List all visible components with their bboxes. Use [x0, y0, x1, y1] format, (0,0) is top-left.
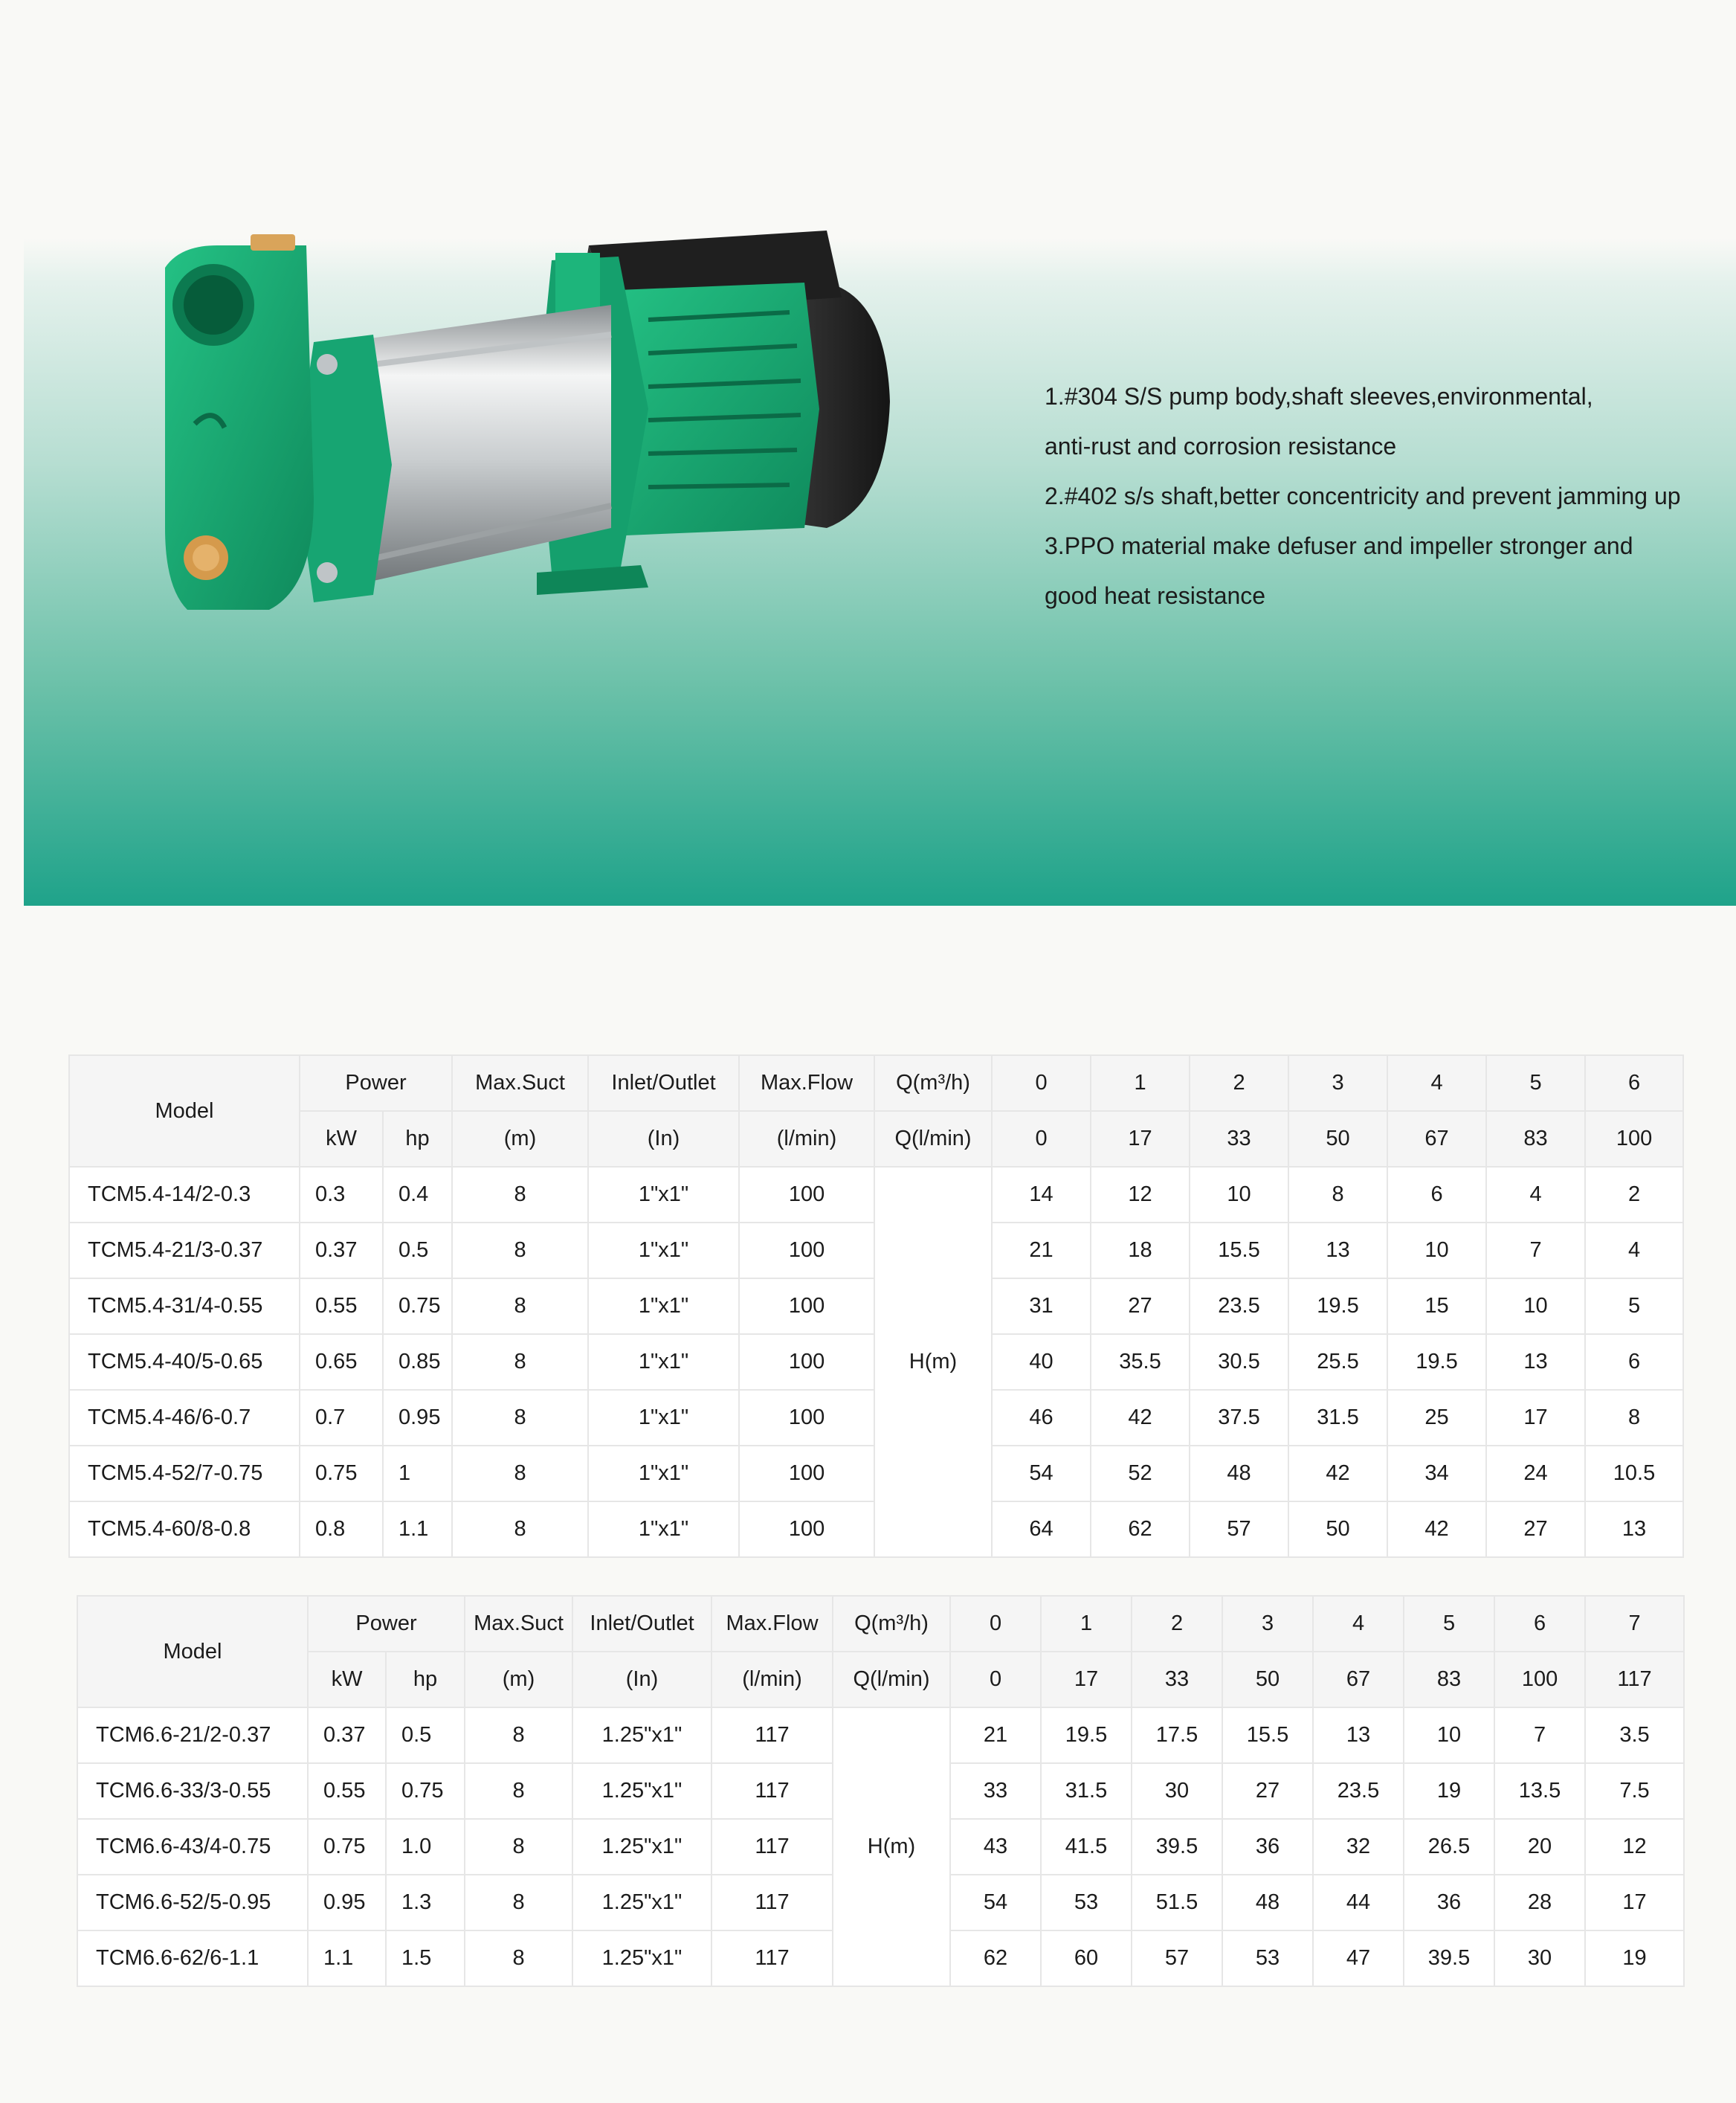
q-lmin-value: 100 [1494, 1652, 1585, 1707]
head-value-cell: 19 [1404, 1763, 1494, 1819]
head-value-cell: 21 [992, 1223, 1091, 1278]
inlet-outlet-cell: 1"x1" [588, 1334, 739, 1390]
head-value-cell: 42 [1387, 1501, 1486, 1557]
head-value-cell: 19.5 [1288, 1278, 1387, 1334]
head-value-cell: 25 [1387, 1390, 1486, 1446]
q-m3h-value: 7 [1585, 1596, 1684, 1652]
model-cell: TCM5.4-31/4-0.55 [69, 1278, 300, 1334]
inlet-outlet-header: Inlet/Outlet [572, 1596, 711, 1652]
inlet-outlet-cell: 1.25"x1" [572, 1875, 711, 1930]
head-value-cell: 34 [1387, 1446, 1486, 1501]
max-flow-cell: 117 [711, 1763, 833, 1819]
max-flow-cell: 100 [739, 1501, 874, 1557]
head-value-cell: 33 [950, 1763, 1041, 1819]
head-value-cell: 35.5 [1091, 1334, 1190, 1390]
max-flow-cell: 100 [739, 1223, 874, 1278]
q-lmin-value: 33 [1132, 1652, 1222, 1707]
q-m3h-value: 1 [1091, 1055, 1190, 1111]
q-lmin-value: 67 [1387, 1111, 1486, 1167]
q-lmin-value: 0 [950, 1652, 1041, 1707]
lmin-unit-header: (l/min) [711, 1652, 833, 1707]
q-m3h-value: 0 [992, 1055, 1091, 1111]
head-value-cell: 2 [1585, 1167, 1683, 1223]
max-suct-cell: 8 [452, 1390, 588, 1446]
q-m3h-value: 2 [1132, 1596, 1222, 1652]
hp-cell: 0.75 [383, 1278, 452, 1334]
hp-cell: 0.4 [383, 1167, 452, 1223]
model-header: Model [77, 1596, 308, 1707]
head-value-cell: 15.5 [1222, 1707, 1313, 1763]
max-suct-cell: 8 [465, 1930, 572, 1986]
feature-line: 2.#402 s/s shaft,better concentricity and prevent jamming up [1045, 483, 1681, 509]
max-suct-cell: 8 [452, 1446, 588, 1501]
head-value-cell: 17.5 [1132, 1707, 1222, 1763]
kw-cell: 0.7 [300, 1390, 383, 1446]
kw-cell: 0.75 [300, 1446, 383, 1501]
hp-cell: 0.95 [383, 1390, 452, 1446]
kw-header: kW [308, 1652, 386, 1707]
max-suct-header: Max.Suct [465, 1596, 572, 1652]
max-flow-cell: 100 [739, 1167, 874, 1223]
head-value-cell: 48 [1222, 1875, 1313, 1930]
head-value-cell: 43 [950, 1819, 1041, 1875]
table-row [77, 1707, 1684, 1763]
max-flow-header: Max.Flow [739, 1055, 874, 1111]
head-value-cell: 23.5 [1313, 1763, 1404, 1819]
max-suct-cell: 8 [452, 1278, 588, 1334]
max-flow-cell: 100 [739, 1390, 874, 1446]
spec-table-tcm5-4 [68, 1054, 1684, 1558]
q-lmin-header: Q(l/min) [874, 1111, 992, 1167]
kw-cell: 0.55 [308, 1763, 386, 1819]
max-flow-header: Max.Flow [711, 1596, 833, 1652]
lmin-unit-header: (l/min) [739, 1111, 874, 1167]
inlet-outlet-cell: 1"x1" [588, 1390, 739, 1446]
inlet-outlet-cell: 1"x1" [588, 1446, 739, 1501]
m-unit-header: (m) [465, 1652, 572, 1707]
model-cell: TCM5.4-60/8-0.8 [69, 1501, 300, 1557]
kw-cell: 0.37 [308, 1707, 386, 1763]
pump-product-image [135, 216, 961, 692]
head-value-cell: 17 [1486, 1390, 1585, 1446]
head-value-cell: 32 [1313, 1819, 1404, 1875]
model-cell: TCM5.4-52/7-0.75 [69, 1446, 300, 1501]
head-value-cell: 57 [1132, 1930, 1222, 1986]
kw-cell: 0.65 [300, 1334, 383, 1390]
feature-list [1045, 372, 1714, 621]
hp-cell: 1.5 [386, 1930, 465, 1986]
max-suct-header: Max.Suct [452, 1055, 588, 1111]
head-value-cell: 36 [1222, 1819, 1313, 1875]
kw-cell: 0.55 [300, 1278, 383, 1334]
head-value-cell: 60 [1041, 1930, 1132, 1986]
q-lmin-value: 17 [1041, 1652, 1132, 1707]
head-value-cell: 5 [1585, 1278, 1683, 1334]
head-value-cell: 13.5 [1494, 1763, 1585, 1819]
head-value-cell: 3.5 [1585, 1707, 1684, 1763]
max-suct-cell: 8 [465, 1763, 572, 1819]
q-lmin-value: 100 [1585, 1111, 1683, 1167]
head-value-cell: 13 [1313, 1707, 1404, 1763]
feature-line: good heat resistance [1045, 582, 1266, 609]
head-value-cell: 64 [992, 1501, 1091, 1557]
model-cell: TCM6.6-62/6-1.1 [77, 1930, 308, 1986]
max-suct-cell: 8 [452, 1501, 588, 1557]
max-flow-cell: 117 [711, 1875, 833, 1930]
power-header: Power [300, 1055, 452, 1111]
head-value-cell: 46 [992, 1390, 1091, 1446]
in-unit-header: (In) [572, 1652, 711, 1707]
head-value-cell: 10 [1404, 1707, 1494, 1763]
q-lmin-value: 50 [1222, 1652, 1313, 1707]
head-value-cell: 20 [1494, 1819, 1585, 1875]
q-m3h-value: 1 [1041, 1596, 1132, 1652]
head-value-cell: 41.5 [1041, 1819, 1132, 1875]
max-flow-cell: 117 [711, 1707, 833, 1763]
head-value-cell: 13 [1288, 1223, 1387, 1278]
head-value-cell: 62 [1091, 1501, 1190, 1557]
inlet-outlet-cell: 1"x1" [588, 1167, 739, 1223]
model-cell: TCM5.4-21/3-0.37 [69, 1223, 300, 1278]
feature-line: anti-rust and corrosion resistance [1045, 433, 1397, 460]
head-value-cell: 37.5 [1190, 1390, 1288, 1446]
head-value-cell: 51.5 [1132, 1875, 1222, 1930]
head-value-cell: 8 [1585, 1390, 1683, 1446]
q-m3h-value: 2 [1190, 1055, 1288, 1111]
kw-header: kW [300, 1111, 383, 1167]
head-value-cell: 44 [1313, 1875, 1404, 1930]
kw-cell: 0.8 [300, 1501, 383, 1557]
max-suct-cell: 8 [465, 1819, 572, 1875]
head-value-cell: 8 [1288, 1167, 1387, 1223]
head-value-cell: 39.5 [1132, 1819, 1222, 1875]
hp-header: hp [386, 1652, 465, 1707]
head-value-cell: 7.5 [1585, 1763, 1684, 1819]
max-flow-cell: 100 [739, 1446, 874, 1501]
head-value-cell: 53 [1222, 1930, 1313, 1986]
head-value-cell: 10 [1190, 1167, 1288, 1223]
hp-cell: 0.5 [386, 1707, 465, 1763]
kw-cell: 1.1 [308, 1930, 386, 1986]
q-m3h-value: 5 [1404, 1596, 1494, 1652]
inlet-outlet-cell: 1.25"x1" [572, 1763, 711, 1819]
table-row [69, 1167, 1683, 1223]
head-value-cell: 17 [1585, 1875, 1684, 1930]
head-value-cell: 39.5 [1404, 1930, 1494, 1986]
kw-cell: 0.95 [308, 1875, 386, 1930]
head-value-cell: 6 [1387, 1167, 1486, 1223]
model-cell: TCM5.4-14/2-0.3 [69, 1167, 300, 1223]
head-label: H(m) [833, 1707, 950, 1986]
hp-cell: 1 [383, 1446, 452, 1501]
head-value-cell: 54 [992, 1446, 1091, 1501]
q-lmin-value: 67 [1313, 1652, 1404, 1707]
head-value-cell: 31 [992, 1278, 1091, 1334]
q-lmin-value: 117 [1585, 1652, 1684, 1707]
head-value-cell: 19.5 [1041, 1707, 1132, 1763]
hero-banner [24, 0, 1736, 906]
head-value-cell: 42 [1288, 1446, 1387, 1501]
q-m3h-header: Q(m³/h) [833, 1596, 950, 1652]
head-value-cell: 27 [1091, 1278, 1190, 1334]
head-value-cell: 12 [1585, 1819, 1684, 1875]
head-value-cell: 13 [1486, 1334, 1585, 1390]
q-m3h-value: 3 [1222, 1596, 1313, 1652]
head-value-cell: 10 [1387, 1223, 1486, 1278]
q-lmin-value: 17 [1091, 1111, 1190, 1167]
head-label: H(m) [874, 1167, 992, 1557]
hp-cell: 1.1 [383, 1501, 452, 1557]
inlet-outlet-cell: 1.25"x1" [572, 1819, 711, 1875]
inlet-outlet-cell: 1"x1" [588, 1278, 739, 1334]
q-m3h-value: 3 [1288, 1055, 1387, 1111]
q-lmin-header: Q(l/min) [833, 1652, 950, 1707]
head-value-cell: 10 [1486, 1278, 1585, 1334]
head-value-cell: 23.5 [1190, 1278, 1288, 1334]
max-flow-cell: 117 [711, 1930, 833, 1986]
head-value-cell: 27 [1486, 1501, 1585, 1557]
q-m3h-value: 6 [1494, 1596, 1585, 1652]
head-value-cell: 30 [1132, 1763, 1222, 1819]
head-value-cell: 19 [1585, 1930, 1684, 1986]
head-value-cell: 15.5 [1190, 1223, 1288, 1278]
head-value-cell: 15 [1387, 1278, 1486, 1334]
q-m3h-value: 6 [1585, 1055, 1683, 1111]
max-flow-cell: 100 [739, 1278, 874, 1334]
head-value-cell: 42 [1091, 1390, 1190, 1446]
head-value-cell: 25.5 [1288, 1334, 1387, 1390]
head-value-cell: 48 [1190, 1446, 1288, 1501]
hp-cell: 0.5 [383, 1223, 452, 1278]
inlet-outlet-header: Inlet/Outlet [588, 1055, 739, 1111]
max-flow-cell: 100 [739, 1334, 874, 1390]
head-value-cell: 24 [1486, 1446, 1585, 1501]
head-value-cell: 19.5 [1387, 1334, 1486, 1390]
head-value-cell: 47 [1313, 1930, 1404, 1986]
hp-cell: 1.0 [386, 1819, 465, 1875]
q-m3h-value: 0 [950, 1596, 1041, 1652]
head-value-cell: 7 [1486, 1223, 1585, 1278]
hp-cell: 0.85 [383, 1334, 452, 1390]
inlet-outlet-cell: 1.25"x1" [572, 1707, 711, 1763]
head-value-cell: 28 [1494, 1875, 1585, 1930]
q-m3h-value: 4 [1313, 1596, 1404, 1652]
inlet-outlet-cell: 1"x1" [588, 1501, 739, 1557]
model-header: Model [69, 1055, 300, 1167]
head-value-cell: 53 [1041, 1875, 1132, 1930]
head-value-cell: 31.5 [1288, 1390, 1387, 1446]
head-value-cell: 30.5 [1190, 1334, 1288, 1390]
head-value-cell: 36 [1404, 1875, 1494, 1930]
head-value-cell: 52 [1091, 1446, 1190, 1501]
head-value-cell: 31.5 [1041, 1763, 1132, 1819]
head-value-cell: 50 [1288, 1501, 1387, 1557]
q-m3h-value: 4 [1387, 1055, 1486, 1111]
q-m3h-value: 5 [1486, 1055, 1585, 1111]
head-value-cell: 30 [1494, 1930, 1585, 1986]
in-unit-header: (In) [588, 1111, 739, 1167]
hp-cell: 1.3 [386, 1875, 465, 1930]
kw-cell: 0.3 [300, 1167, 383, 1223]
head-value-cell: 12 [1091, 1167, 1190, 1223]
head-value-cell: 54 [950, 1875, 1041, 1930]
head-value-cell: 4 [1585, 1223, 1683, 1278]
head-value-cell: 4 [1486, 1167, 1585, 1223]
head-value-cell: 13 [1585, 1501, 1683, 1557]
inlet-outlet-cell: 1"x1" [588, 1223, 739, 1278]
model-cell: TCM6.6-33/3-0.55 [77, 1763, 308, 1819]
head-value-cell: 57 [1190, 1501, 1288, 1557]
max-flow-cell: 117 [711, 1819, 833, 1875]
max-suct-cell: 8 [465, 1875, 572, 1930]
model-cell: TCM6.6-52/5-0.95 [77, 1875, 308, 1930]
model-cell: TCM6.6-21/2-0.37 [77, 1707, 308, 1763]
head-value-cell: 27 [1222, 1763, 1313, 1819]
head-value-cell: 21 [950, 1707, 1041, 1763]
power-header: Power [308, 1596, 465, 1652]
q-lmin-value: 33 [1190, 1111, 1288, 1167]
m-unit-header: (m) [452, 1111, 588, 1167]
head-value-cell: 40 [992, 1334, 1091, 1390]
head-value-cell: 14 [992, 1167, 1091, 1223]
model-cell: TCM5.4-40/5-0.65 [69, 1334, 300, 1390]
q-m3h-header: Q(m³/h) [874, 1055, 992, 1111]
spec-table-tcm6-6 [77, 1595, 1685, 1987]
max-suct-cell: 8 [452, 1223, 588, 1278]
feature-line: 1.#304 S/S pump body,shaft sleeves,environmental, [1045, 383, 1593, 410]
q-lmin-value: 83 [1404, 1652, 1494, 1707]
head-value-cell: 26.5 [1404, 1819, 1494, 1875]
hp-cell: 0.75 [386, 1763, 465, 1819]
q-lmin-value: 0 [992, 1111, 1091, 1167]
head-value-cell: 18 [1091, 1223, 1190, 1278]
head-value-cell: 10.5 [1585, 1446, 1683, 1501]
model-cell: TCM6.6-43/4-0.75 [77, 1819, 308, 1875]
feature-line: 3.PPO material make defuser and impeller stronger and [1045, 532, 1633, 559]
kw-cell: 0.37 [300, 1223, 383, 1278]
kw-cell: 0.75 [308, 1819, 386, 1875]
hp-header: hp [383, 1111, 452, 1167]
head-value-cell: 6 [1585, 1334, 1683, 1390]
model-cell: TCM5.4-46/6-0.7 [69, 1390, 300, 1446]
max-suct-cell: 8 [465, 1707, 572, 1763]
head-value-cell: 7 [1494, 1707, 1585, 1763]
head-value-cell: 62 [950, 1930, 1041, 1986]
inlet-outlet-cell: 1.25"x1" [572, 1930, 711, 1986]
q-lmin-value: 50 [1288, 1111, 1387, 1167]
max-suct-cell: 8 [452, 1334, 588, 1390]
q-lmin-value: 83 [1486, 1111, 1585, 1167]
max-suct-cell: 8 [452, 1167, 588, 1223]
